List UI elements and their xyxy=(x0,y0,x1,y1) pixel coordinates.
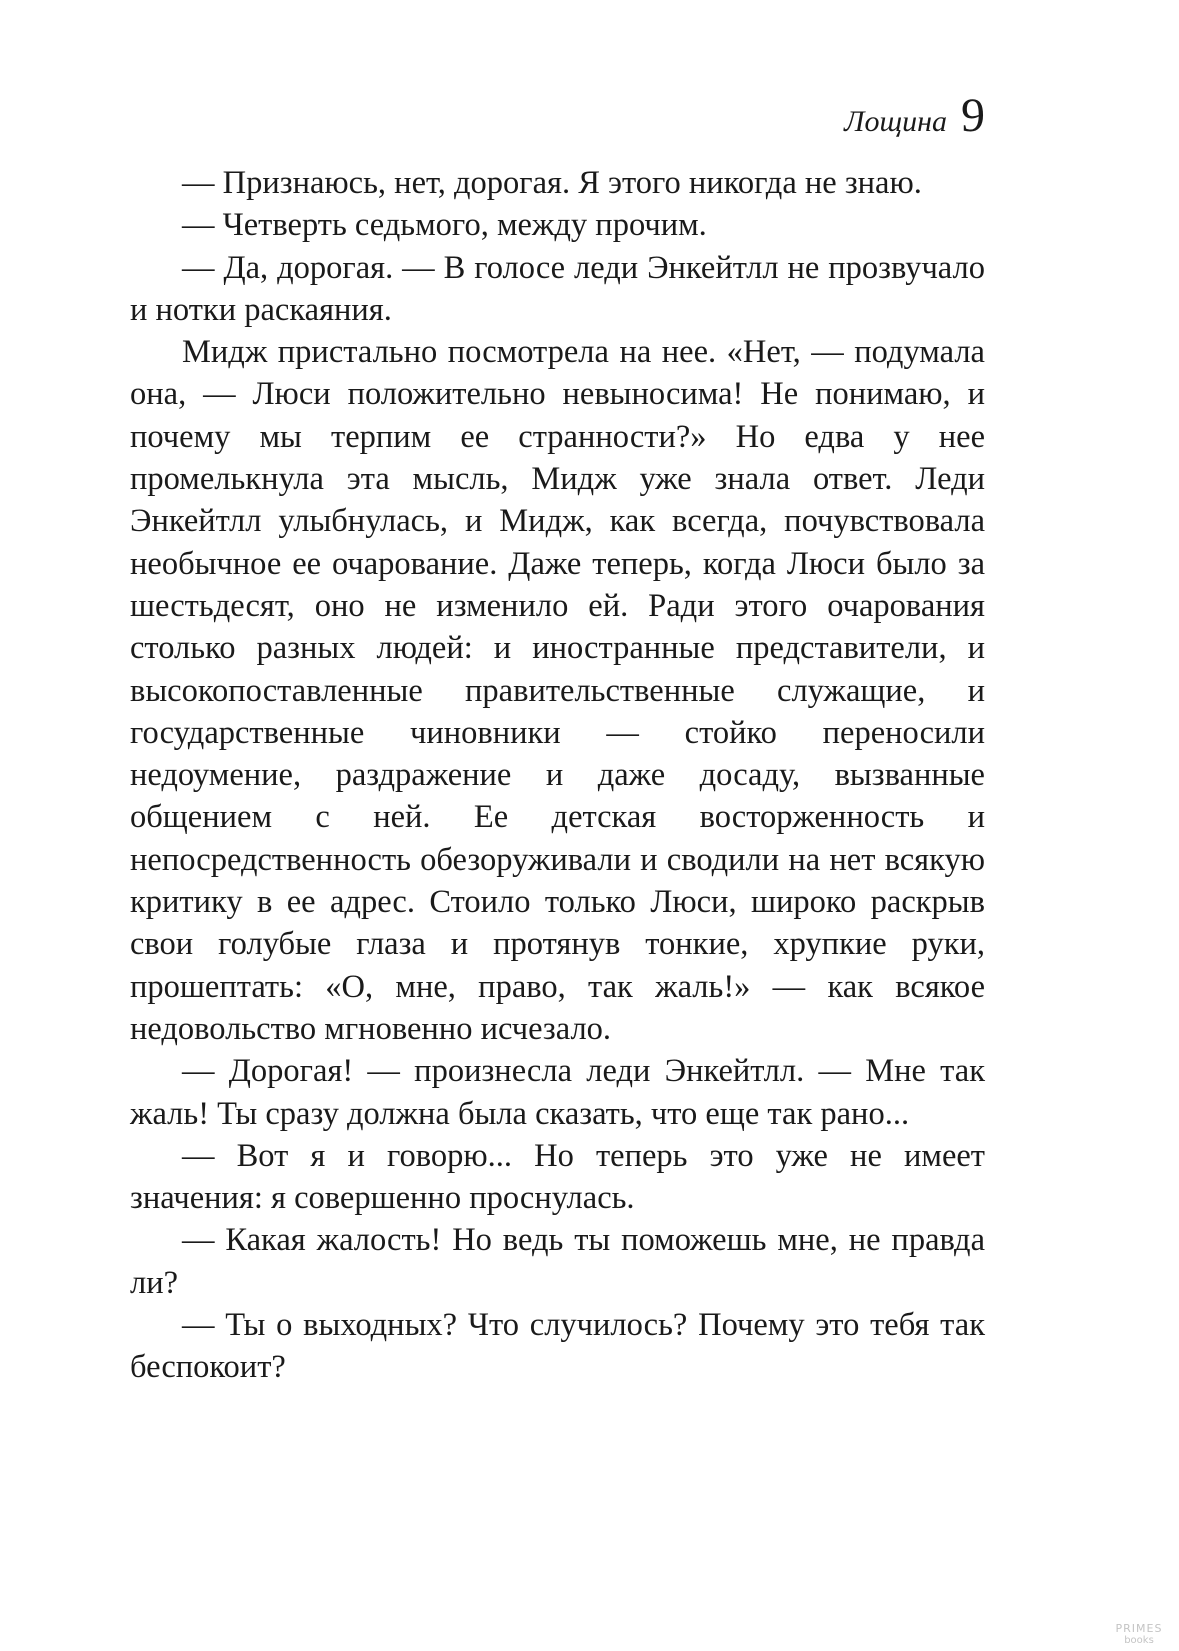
paragraph: — Да, дорогая. — В голосе леди Энкейтлл не прозвучало и нотки раскаяния. xyxy=(130,249,985,328)
paragraph: — Ты о выходных? Что случилось? Почему это тебя так беспокоит? xyxy=(130,1307,985,1386)
body-text xyxy=(130,162,985,1389)
page-number: 9 xyxy=(961,89,985,142)
paragraph: — Дорогая! — произнесла леди Энкейтлл. — Мне так жаль! Ты сразу должна была сказать, что еще так рано... xyxy=(130,1053,985,1132)
paragraph: Мидж пристально посмотрела на нее. «Нет, — подумала она, — Люси положительно невыносима! Не понимаю, и почему мы терпим ее странности?» Но едва у нее промелькнула эта мысль, Мидж уже знала ответ. Леди Энкейтлл улыбнулась, и Мидж, как всегда, почувствовала необычное ее очарование. Даже теперь, когда Люси было за шестьдесят, оно не изменило ей. Ради этого очарования столько разных людей: и иностранные представители, и высокопоставленные правительственные служащие, и государственные чиновники — стойко переносили недоумение, раздражение и даже досаду, вызванные общением с ней. Ее детская восторженность и непосредственность обезоруживали и сводили на нет всякую критику в ее адрес. Стоило только Люси, широко раскрыв свои голубые глаза и протянув тонкие, хрупкие руки, прошептать: «О, мне, право, так жаль!» — как всякое недовольство мгновенно исчезало. xyxy=(130,334,985,1047)
watermark-line-2: books xyxy=(1124,1635,1154,1646)
watermark-logo xyxy=(1109,1623,1169,1647)
watermark-line-1: PRIMES xyxy=(1115,1622,1163,1635)
paragraph: — Четверть седьмого, между прочим. xyxy=(182,207,707,244)
page-header xyxy=(130,88,985,148)
paragraph: — Признаюсь, нет, дорогая. Я этого никогда не знаю. xyxy=(182,165,922,201)
paragraph: — Какая жалость! Но ведь ты поможешь мне, не правда ли? xyxy=(130,1222,985,1301)
running-title: Лощина xyxy=(844,105,947,138)
paragraph: — Вот я и говорю... Но теперь это уже не имеет значения: я совершенно проснулась. xyxy=(130,1137,985,1217)
